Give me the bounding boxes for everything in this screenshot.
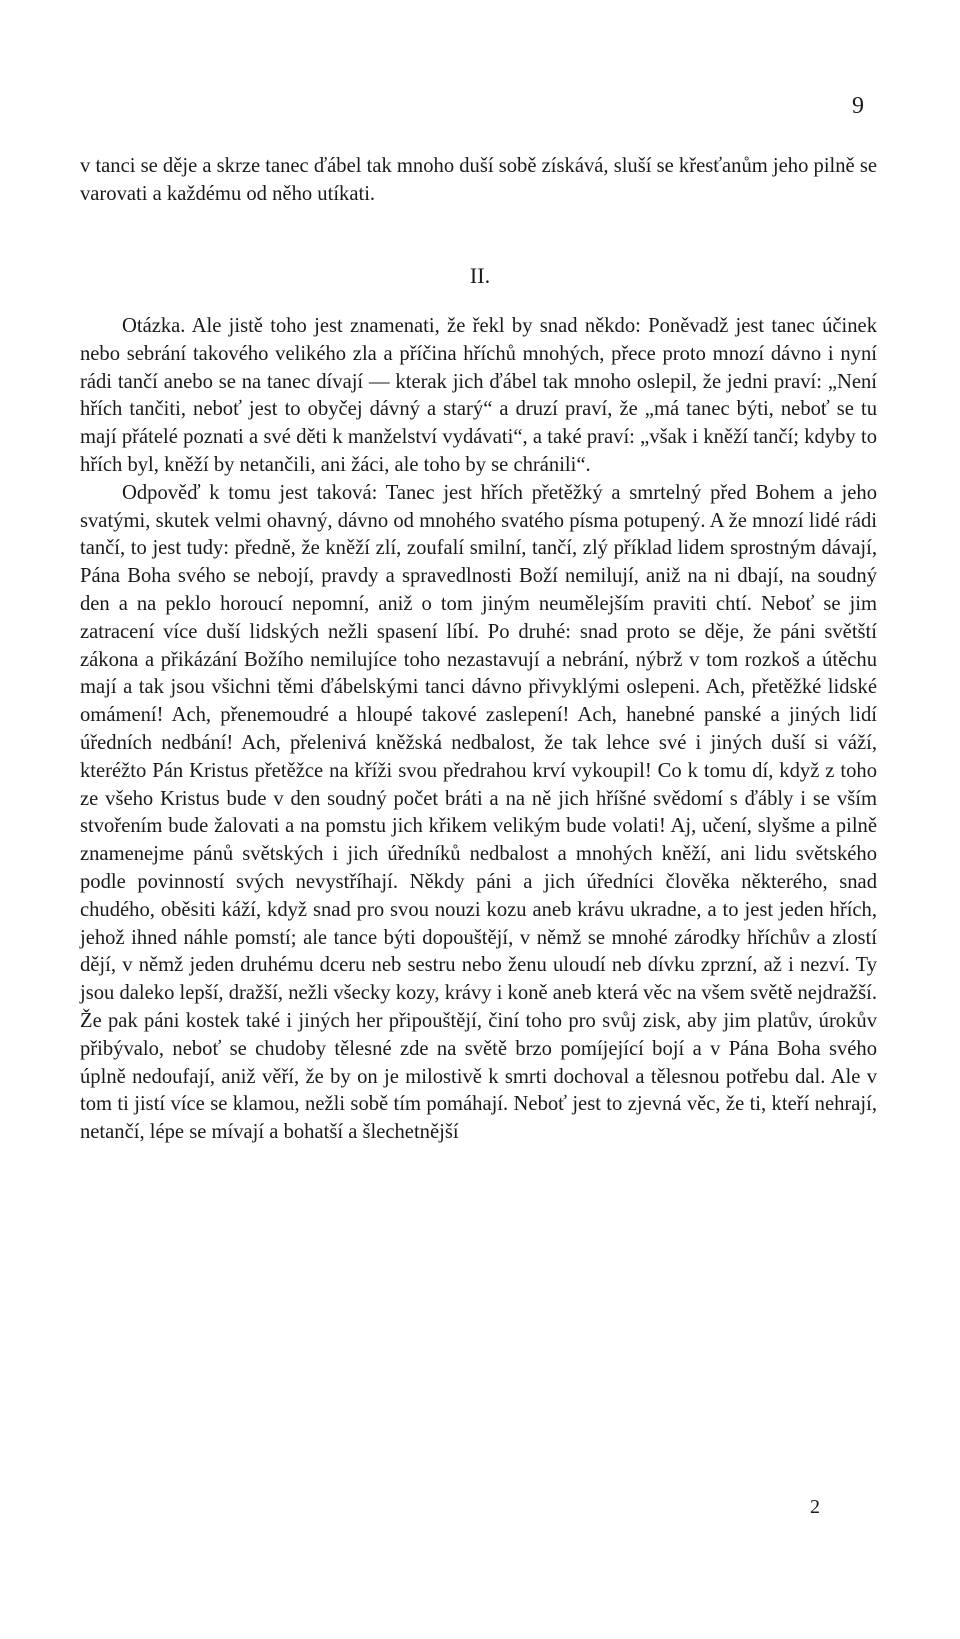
signature-mark: 2: [810, 1496, 820, 1518]
section-heading: II.: [469, 263, 491, 288]
main-text: [80, 313, 877, 1147]
answer-paragraph: Odpověď k tomu jest taková: Tanec jest hřích přetěžký a smrtelný před Bohem a jeho svatými, skutek velmi ohavný, dávno od mnohého svatého písma potupený. A že mnozí lidé rádi tančí, to jest tudy: předně, že kněží zlí, zoufalí smilní, tančí, zlý příklad lidem sprostným dávají, Pána Boha svého se nebojí, pravdy a spravedlnosti Boží nemilují, aniž na ni dbají, na soudný den a na peklo horoucí nepomní, aniž o tom jiným neumělejším praviti chtí. Neboť se jim zatracení více duší lidských nežli spasení líbí. Po druhé: snad proto se děje, že páni světští zákona a přikázání Božího nemilujíce toho nezastavují a nebrání, nýbrž v tom rozkoš a útěchu mají a tak jsou všichni těmi ďábelskými tanci dávno přivyklými oslepeni. Ach, přetěžké lidské omámení! Ach, přenemoudré a hloupé takové zaslepení! Ach, hanebné panské a jiných lidí úředních nedbání! Ach, přelenivá kněžská nedbalost, že tak lehce své i jiných duší si váží, kteréžto Pán Kristus přetěžce na kříži svou předrahou krví vykoupil! Co k tomu dí, když z toho ze všeho Kristus bude v den soudný počet bráti a na ně jich hříšné svědomí s ďábly i se vším stvořením bude žalovati a na pomstu jich křikem velikým bude volati! Aj, učení, slyšme a pilně znamenejme pánů světských i jich úředníků nedbalost a mnohých kněží, ani lidu světského podle povinností svých nevystříhají. Někdy páni a jich úředníci člověka některého, snad chudého, oběsiti káží, když snad pro svou nouzi kozu aneb krávu ukradne, a to jest jeden hřích, jehož ihned náhle pomstí; ale tance býti dopouštějí, v němž se mnohé zárodky hříchův a zlostí dějí, v němž jeden druhému dceru neb sestru nebo ženu uloudí neb dívku zprzní, až i nezví. Ty jsou daleko lepší, dražší, nežli všecky kozy, krávy i koně aneb která věc na všem světě nejdražší. Že pak páni kostek také i jiných her připouštějí, činí toho pro svůj zisk, aby jim platův, úrokův přibývalo, neboť se chudoby tělesné zde na světě brzo pomíjející bojí a v Pána Boha svého úplně nedoufají, aniž věří, že by on je milostivě k smrti dochoval a tělesnou potřebu dal. Ale v tom ti jistí více se klamou, nežli sobě tím pomáhají. Neboť jest to zjevná věc, že ti, kteří nehrají, netančí, lépe se mívají a bohatší a šlechetnější: [80, 481, 877, 1144]
page-number: 9: [852, 93, 864, 119]
intro-text: v tanci se děje a skrze tanec ďábel tak mnoho duší sobě získává, sluší se křesťanům jeho pilně se varovati a každému od něho utíkati.: [80, 155, 878, 205]
intro-paragraph: [80, 153, 877, 209]
question-paragraph: Otázka. Ale jistě toho jest znamenati, že řekl by snad někdo: Poněvadž jest tanec účinek nebo sebrání takového velikého zla a příčina hříchů mnohých, přece proto mnozí dávno i nyní rádi tančí anebo se na tanec dívají — kterak jich ďábel tak mnoho oslepil, že jedni praví: „Není hřích tančiti, neboť jest to obyčej dávný a starý“ a druzí praví, že „má tanec býti, neboť se tu mají přátelé poznati a své děti k manželství vydávati“, a také praví: „však i kněží tančí; kdyby to hřích byl, kněží by netančili, ani žáci, ale toho by se chránili“.: [80, 315, 877, 476]
